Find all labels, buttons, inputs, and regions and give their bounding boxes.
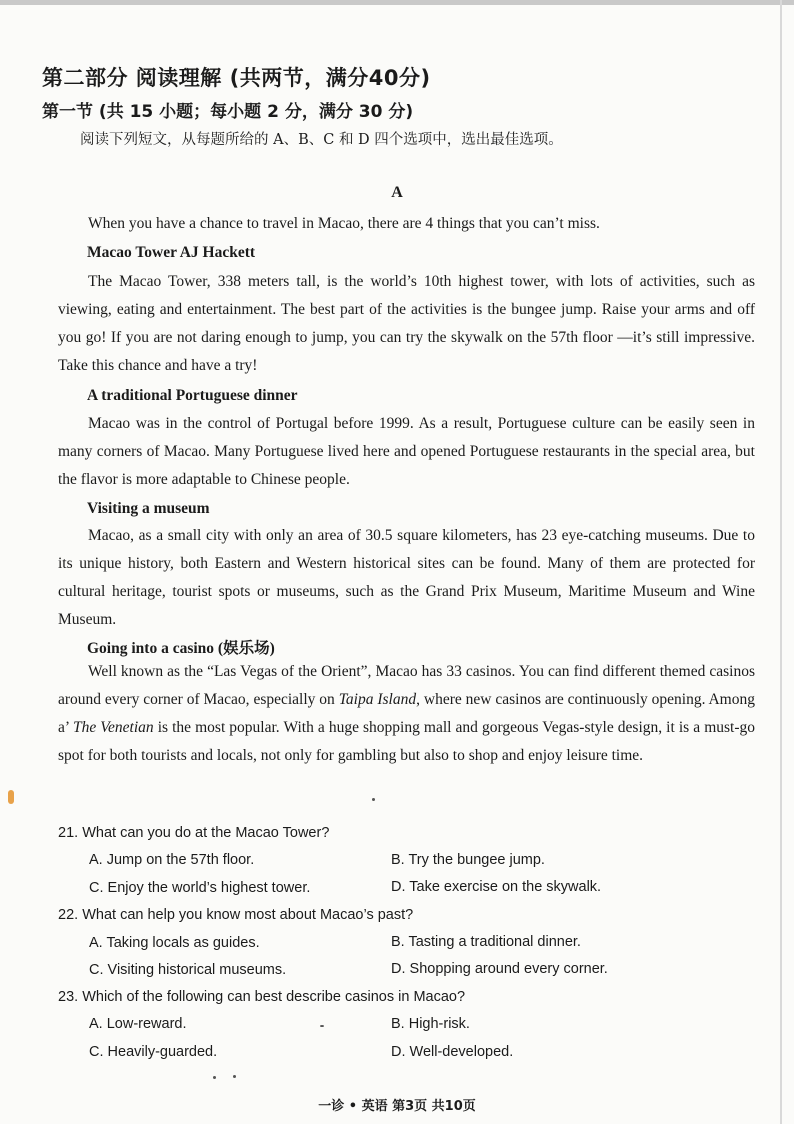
casino-text-c: is the most popular. With a huge shopping mall and gorgeous Vegas-style design, it is a must-go spot for both tourists and locals, not only for gambling but also to shop and enjoy leisure time. [58, 719, 755, 764]
section-heading-dinner: A traditional Portuguese dinner [87, 387, 298, 404]
section-heading-casino: Going into a casino (娱乐场) [87, 640, 275, 657]
passage-letter: A [391, 184, 403, 201]
question-number: 22. [58, 907, 79, 923]
section-text-museum: Macao, as a small city with only an area of 30.5 square kilometers, has 23 eye-catching museums. Due to its unique history, both Eastern and Western historical sites can be found. Many of them are protected for cultural heritage, tourist spots or museums, such as the Grand Prix Museum, Maritime Museum and Wine Museum. [58, 527, 755, 628]
option-22-b[interactable]: B. Tasting a traditional dinner. [391, 934, 581, 950]
page-footer: 一诊 • 英语 第3页 共10页 [318, 1099, 476, 1114]
section-text-tower: The Macao Tower, 338 meters tall, is the world’s 10th highest tower, with lots of activities, such as viewing, eating and entertainment. The best part of the activities is the bungee jump. Raise your arms and off you go! If you are not daring enough to jump, you can try the skywalk on the 57th floor —it’s still impressive. Take this chance and have a try! [58, 273, 755, 374]
option-21-d[interactable]: D. Take exercise on the skywalk. [391, 879, 602, 895]
scan-mark [8, 790, 14, 804]
option-21-c[interactable]: C. Enjoy the world’s highest tower. [89, 880, 311, 896]
part-title: 第二部分 阅读理解 (共两节，满分40分) [42, 66, 431, 90]
option-23-b[interactable]: B. High-risk. [391, 1016, 470, 1032]
option-23-a[interactable]: A. Low-reward. [89, 1016, 187, 1032]
question-number: 21. [58, 825, 79, 841]
scan-speck [233, 1075, 236, 1078]
option-23-c[interactable]: C. Heavily-guarded. [89, 1044, 218, 1060]
scan-right-edge [780, 0, 782, 1124]
passage-intro: When you have a chance to travel in Macao, there are 4 things that you can’t miss. [88, 215, 600, 232]
question-23 [58, 989, 465, 1005]
option-22-d[interactable]: D. Shopping around every corner. [391, 961, 608, 977]
question-number: 23. [58, 989, 79, 1005]
option-21-b[interactable]: B. Try the bungee jump. [391, 852, 545, 868]
question-stem: What can help you know most about Macao’s past? [82, 907, 414, 923]
casino-text-a: Well known as the “Las Vegas of the Orient”, Macao has 33 casinos. You can find different themed casinos around every corner of Macao, especially on [58, 663, 755, 708]
question-stem: Which of the following can best describe casinos in Macao? [82, 989, 466, 1005]
section-title: 第一节 (共 15 小题；每小题 2 分，满分 30 分) [42, 102, 414, 122]
option-21-a[interactable]: A. Jump on the 57th floor. [89, 852, 255, 868]
question-21 [58, 825, 329, 841]
section-text-dinner: Macao was in the control of Portugal before 1999. As a result, Portuguese culture can be easily seen in many corners of Macao. Many Portuguese lived here and opened Portuguese restaurants in the special area, but the flavor is more adaptable to Chinese people. [58, 415, 755, 488]
scan-speck [213, 1076, 216, 1079]
option-22-c[interactable]: C. Visiting historical museums. [89, 962, 287, 978]
instructions: 阅读下列短文，从每题所给的 A、B、C 和 D 四个选项中，选出最佳选项。 [80, 132, 563, 148]
option-22-a[interactable]: A. Taking locals as guides. [89, 935, 260, 951]
casino-text-b: , where new casinos are continuously opening. Among a [58, 691, 755, 736]
question-stem: What can you do at the Macao Tower? [82, 825, 330, 841]
section-heading-tower: Macao Tower AJ Hackett [87, 244, 256, 261]
scan-top-edge [0, 0, 794, 5]
question-22 [58, 907, 413, 923]
casino-italic-venetian: The Venetian [72, 719, 154, 736]
scan-speck [372, 798, 375, 801]
option-23-d[interactable]: D. Well-developed. [391, 1044, 514, 1060]
section-text-casino: Well known as the “Las Vegas of the Orient”, Macao has 33 casinos. You can find different themed casinos around every corner of Macao, especially on Taipa Island, where new casinos are continuously opening. Among a’ The Venetian is the most popular. With a huge shopping mall and gorgeous Vegas-style design, it is a must-go spot for both tourists and locals, not only for gambling but also to shop and enjoy leisure time. [58, 663, 755, 764]
casino-italic-taipa: Taipa Island [338, 691, 417, 708]
section-heading-museum: Visiting a museum [87, 500, 210, 517]
scan-speck [320, 1025, 324, 1027]
